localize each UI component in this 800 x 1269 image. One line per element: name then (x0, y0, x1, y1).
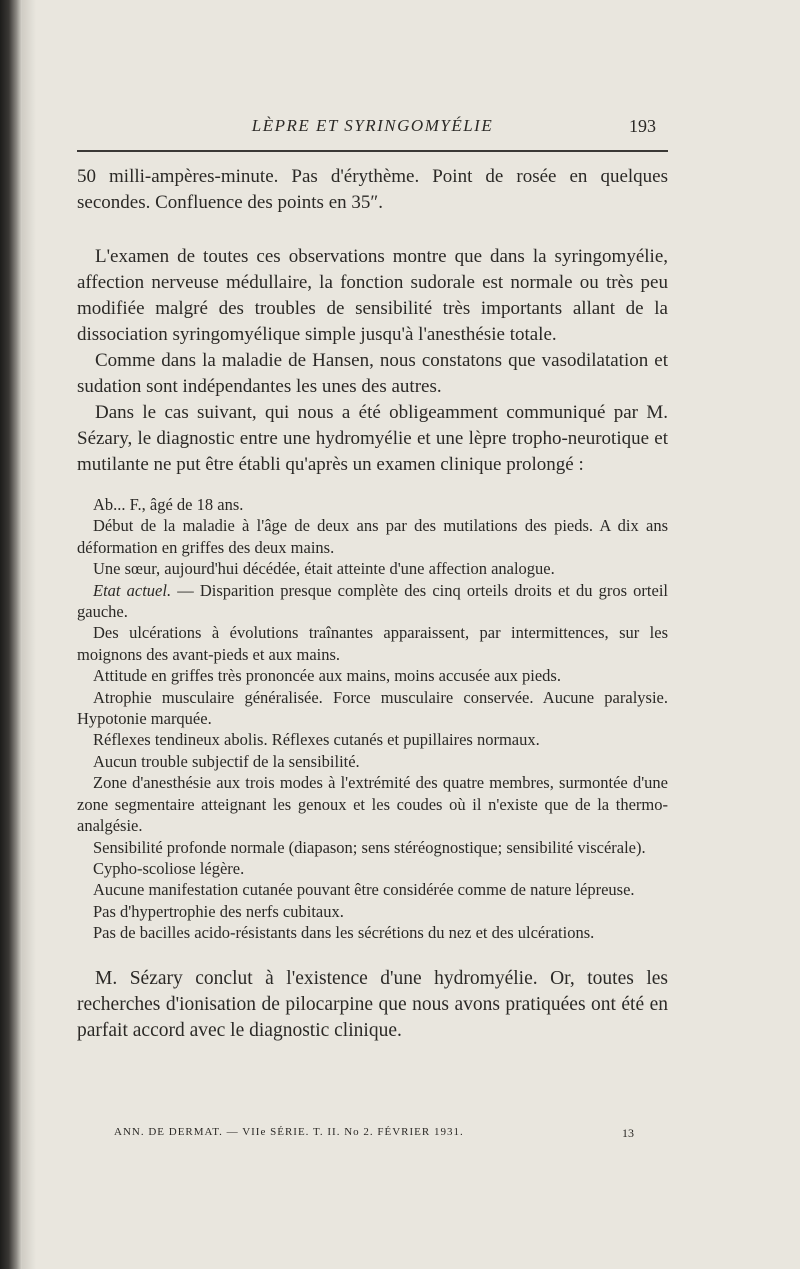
header-rule (77, 150, 668, 152)
book-spine-shadow (0, 0, 22, 1269)
conclusion-section (77, 966, 668, 1044)
page-header (77, 112, 668, 146)
case-attitude: Attitude en griffes très prononcée aux mains, moins accusée aux pieds. (93, 666, 561, 686)
page-number: 193 (629, 116, 656, 136)
case-cypho: Cypho-scoliose légère. (93, 858, 245, 878)
case-report (77, 494, 668, 944)
intro-paragraph: 50 milli-ampères-minute. Pas d'érythème. Point de rosée en quelques secondes. Confluence des points en 35″. (77, 166, 668, 213)
case-hypertrophie: Pas d'hypertrophie des nerfs cubitaux. (93, 901, 344, 921)
case-zone: Zone d'anesthésie aux trois modes à l'extrémité des quatre membres, surmontée d'une zone segmentaire atteignant les genoux et les coudes où il n'existe que de la thermo-analgésie. (77, 773, 668, 836)
paragraph-spacer (77, 216, 668, 244)
case-debut: Début de la maladie à l'âge de deux ans par des mutilations des pieds. A dix ans déformation en griffes des deux mains. (77, 516, 668, 557)
body-paragraph-1: L'examen de toutes ces observations montre que dans la syringomyélie, affection nerveuse médullaire, la fonction sudorale est normale ou très peu modifiée malgré des troubles de sensibilité très importants allant de la dissociation syringomyélique simple jusqu'à l'anesthésie totale. (77, 246, 668, 345)
running-title: LÈPRE ET SYRINGOMYÉLIE (251, 116, 494, 135)
footer-citation: ANN. DE DERMAT. — VIIe SÉRIE. T. II. No 2. FÉVRIER 1931. (114, 1126, 464, 1138)
page-body (77, 112, 668, 1044)
case-bacilles: Pas de bacilles acido-résistants dans les sécrétions du nez et des ulcérations. (93, 923, 595, 943)
case-reflexes: Réflexes tendineux abolis. Réflexes cutanés et pupillaires normaux. (93, 730, 540, 750)
case-trouble: Aucun trouble subjectif de la sensibilité. (93, 751, 360, 771)
case-ulcerations: Des ulcérations à évolutions traînantes apparaissent, par intermittences, sur les moignons des avant-pieds et aux mains. (77, 623, 668, 664)
case-etat-label: Etat actuel. (93, 580, 172, 600)
conclusion-paragraph: M. Sézary conclut à l'existence d'une hydromyélie. Or, toutes les recherches d'ionisation de pilocarpine que nous avons pratiquées ont été en parfait accord avec le diagnostic clinique. (77, 967, 668, 1041)
page-footer (114, 1126, 644, 1146)
case-etat-text: — Disparition presque complète des cinq orteils droits et du gros orteil gauche. (77, 580, 668, 622)
body-paragraph-3: Dans le cas suivant, qui nous a été obligeamment communiqué par M. Sézary, le diagnostic entre une hydromyélie et une lèpre tropho-neurotique et mutilante ne put être établi qu'après un examen clinique prolongé : (77, 402, 668, 475)
case-manifestation: Aucune manifestation cutanée pouvant être considérée comme de nature lépreuse. (93, 880, 635, 900)
case-soeur: Une sœur, aujourd'hui décédée, était atteinte d'une affection analogue. (93, 559, 555, 579)
case-etat (77, 580, 668, 623)
footer-signature: 13 (622, 1126, 634, 1140)
case-atrophie: Atrophie musculaire généralisée. Force musculaire conservée. Aucune paralysie. Hypotonie marquée. (77, 687, 668, 729)
book-gutter (22, 0, 36, 1269)
case-sensibilite: Sensibilité profonde normale (diapason; sens stéréognostique; sensibilité viscérale). (93, 837, 646, 857)
case-patient: Ab... F., âgé de 18 ans. (93, 495, 244, 514)
body-paragraph-2: Comme dans la maladie de Hansen, nous constatons que vasodilatation et sudation sont indépendantes les unes des autres. (77, 350, 668, 397)
